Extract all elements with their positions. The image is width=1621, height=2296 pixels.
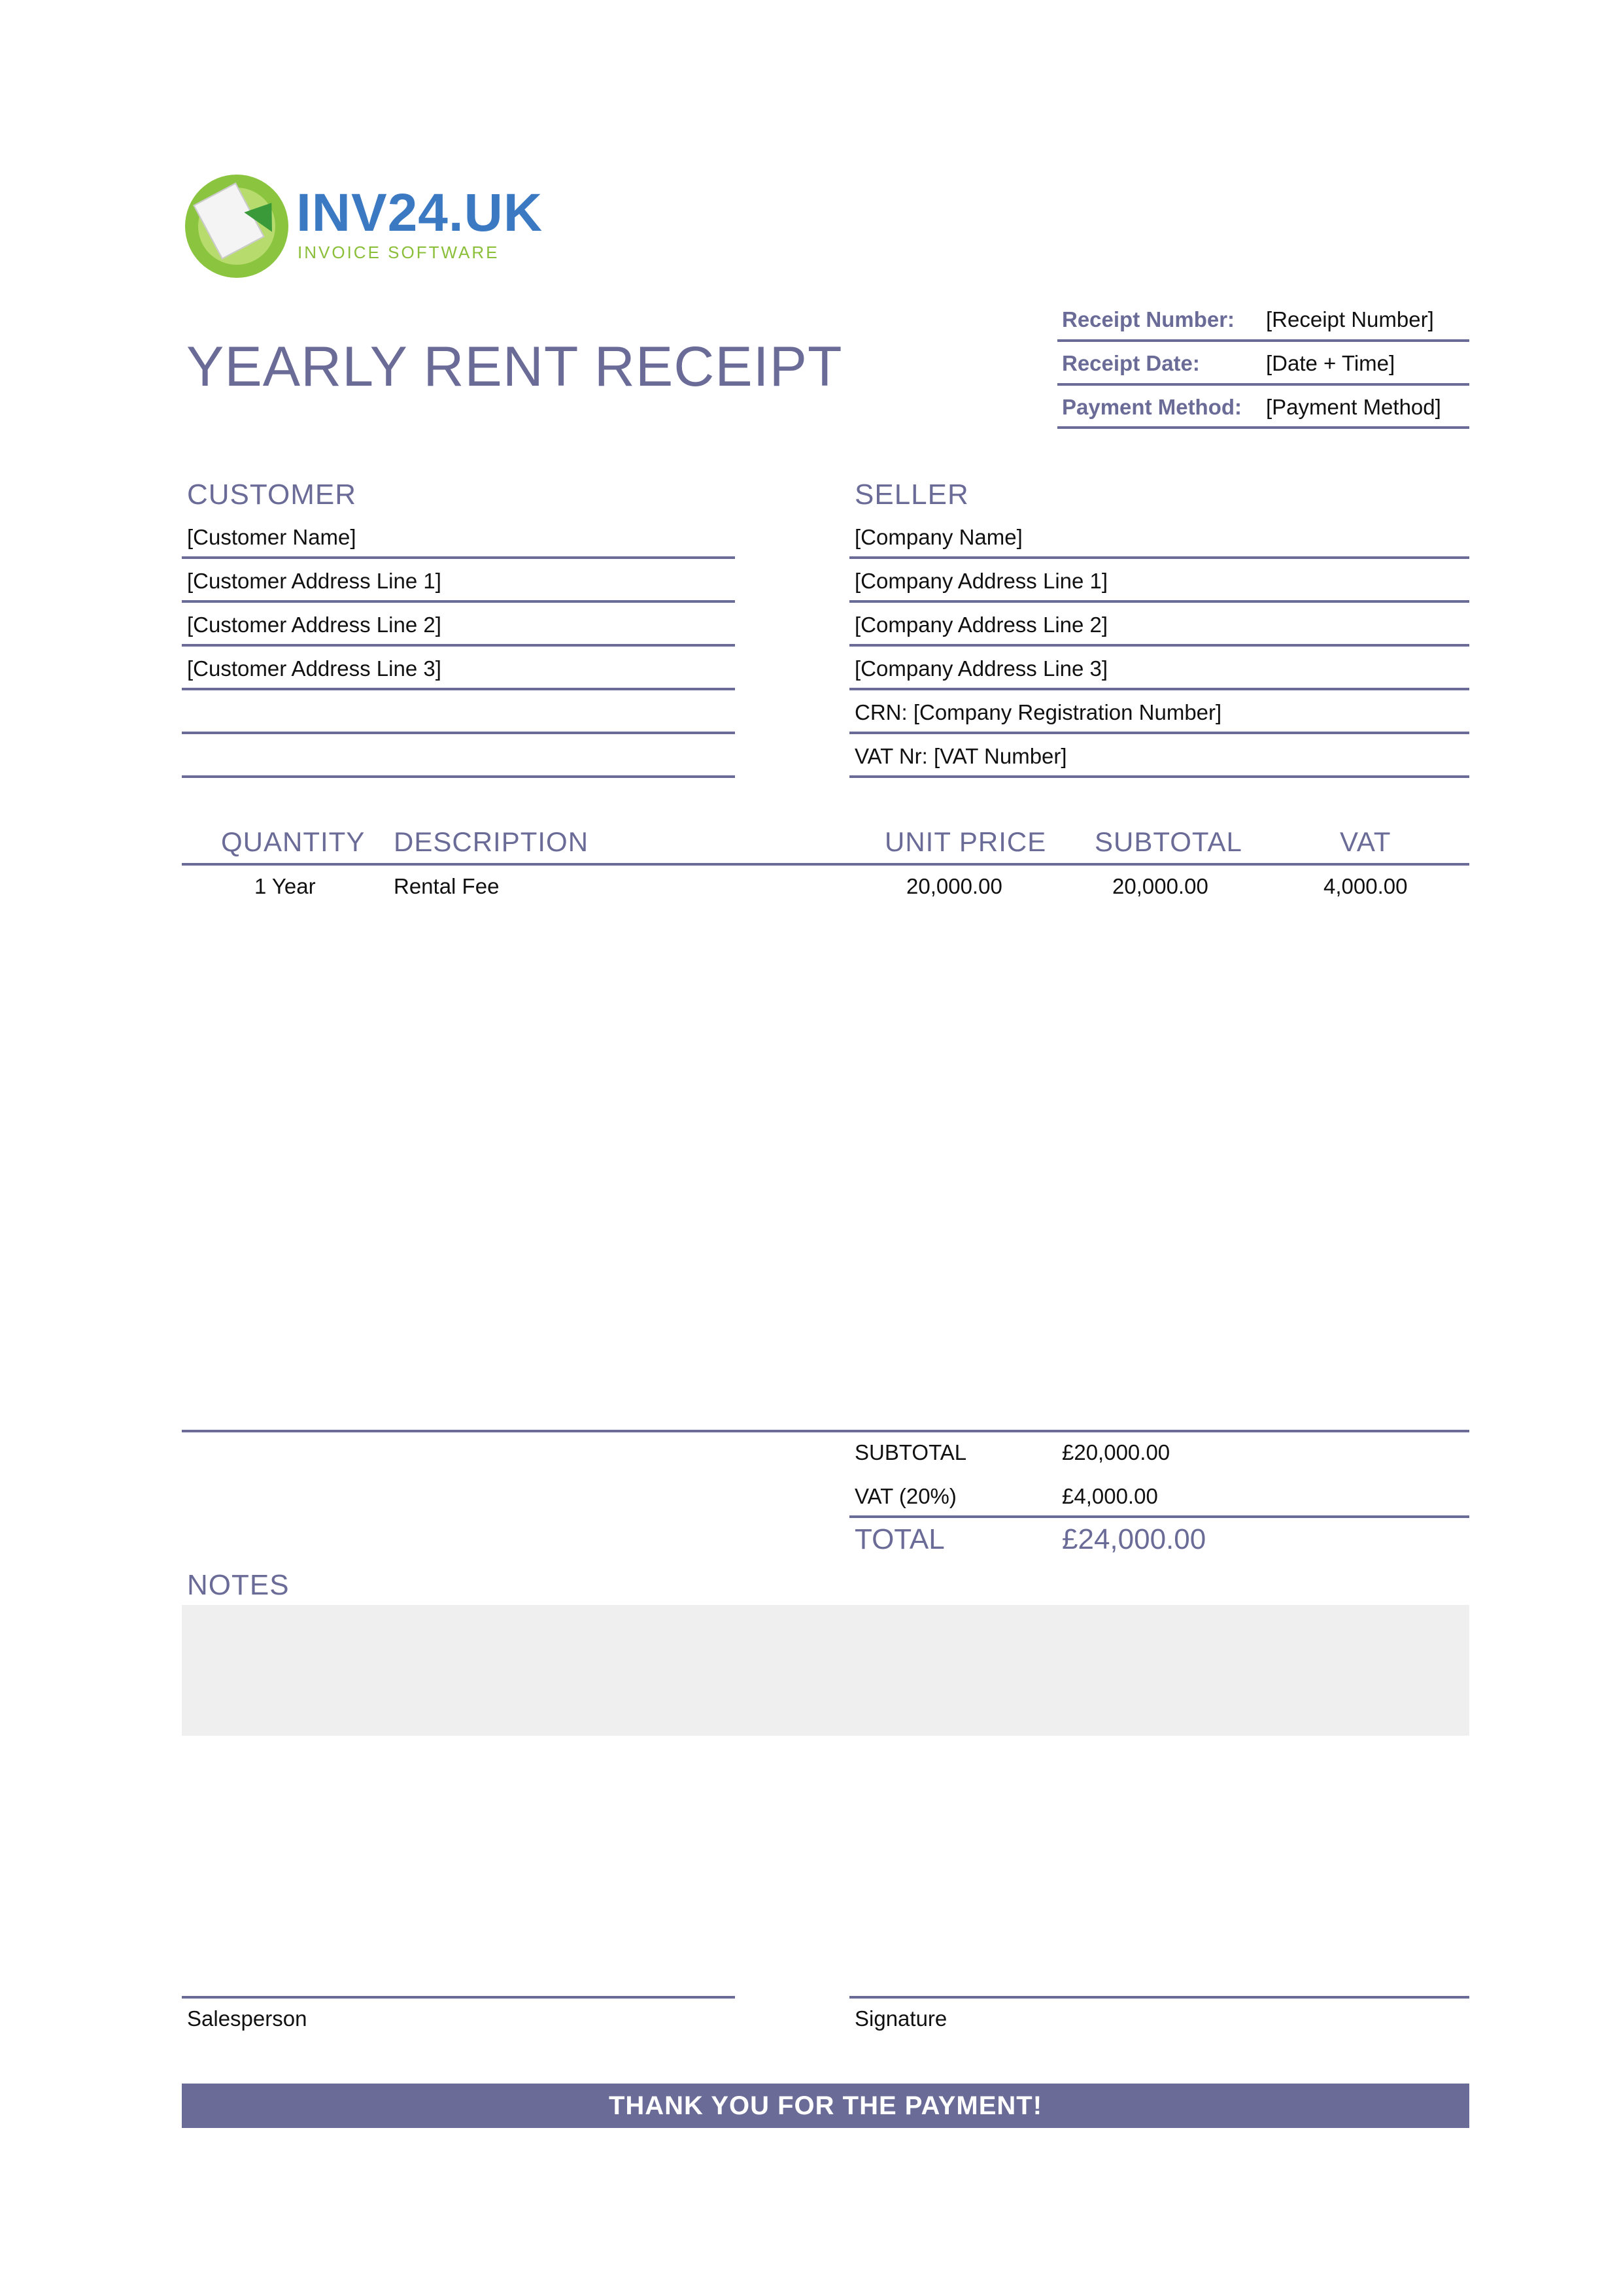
logo-subtitle: INVOICE SOFTWARE <box>298 243 500 262</box>
vat-value: £4,000.00 <box>1062 1484 1158 1508</box>
divider <box>182 732 735 734</box>
footer-banner <box>182 2084 1469 2128</box>
table-cell-quantity: 1 Year <box>254 874 316 898</box>
subtotal-value: £20,000.00 <box>1062 1440 1170 1464</box>
seller-heading: SELLER <box>855 479 969 511</box>
receipt-date-value: [Date + Time] <box>1266 351 1395 375</box>
logo-title: INV24.UK <box>296 183 543 243</box>
column-header-description: DESCRIPTION <box>394 826 589 857</box>
divider <box>182 863 1469 866</box>
notes-box <box>182 1605 1469 1736</box>
column-header-subtotal: SUBTOTAL <box>1095 826 1242 857</box>
signature-label: Signature <box>855 2006 947 2031</box>
customer-address-line-1: [Customer Address Line 1] <box>187 569 441 593</box>
subtotal-label: SUBTOTAL <box>855 1440 967 1464</box>
divider <box>849 644 1469 647</box>
column-header-quantity: QUANTITY <box>221 826 366 857</box>
company-address-line-1: [Company Address Line 1] <box>855 569 1108 593</box>
divider <box>1057 383 1469 386</box>
divider <box>182 556 735 559</box>
receipt-number-value: [Receipt Number] <box>1266 307 1434 331</box>
divider <box>849 556 1469 559</box>
footer-message: THANK YOU FOR THE PAYMENT! <box>608 2091 1043 2120</box>
divider <box>849 732 1469 734</box>
table-cell-subtotal: 20,000.00 <box>1112 874 1208 898</box>
company-name: [Company Name] <box>855 525 1023 549</box>
vat-number: VAT Nr: [VAT Number] <box>855 744 1067 768</box>
company-registration-number: CRN: [Company Registration Number] <box>855 700 1222 724</box>
divider <box>1057 339 1469 342</box>
notes-heading: NOTES <box>187 1569 290 1601</box>
table-cell-vat: 4,000.00 <box>1323 874 1408 898</box>
column-header-vat: VAT <box>1340 826 1391 857</box>
company-address-line-3: [Company Address Line 3] <box>855 656 1108 681</box>
divider <box>182 1430 1469 1432</box>
signature-line <box>849 1996 1469 1999</box>
customer-address-line-2: [Customer Address Line 2] <box>187 613 441 637</box>
receipt-date-label: Receipt Date: <box>1062 351 1200 375</box>
payment-method-value: [Payment Method] <box>1266 395 1441 419</box>
divider <box>849 775 1469 778</box>
total-label: TOTAL <box>855 1523 945 1555</box>
divider <box>182 688 735 690</box>
vat-label: VAT (20%) <box>855 1484 957 1508</box>
logo-emblem-icon <box>185 175 288 278</box>
divider <box>182 644 735 647</box>
customer-address-line-3: [Customer Address Line 3] <box>187 656 441 681</box>
salesperson-label: Salesperson <box>187 2006 307 2031</box>
table-cell-unit-price: 20,000.00 <box>906 874 1002 898</box>
logo <box>185 172 543 277</box>
receipt-number-label: Receipt Number: <box>1062 307 1235 331</box>
divider <box>182 600 735 603</box>
receipt-title: YEARLY RENT RECEIPT <box>186 335 843 398</box>
total-value: £24,000.00 <box>1062 1523 1206 1555</box>
customer-heading: CUSTOMER <box>187 479 356 511</box>
divider <box>849 688 1469 690</box>
column-header-unit-price: UNIT PRICE <box>885 826 1047 857</box>
divider <box>849 600 1469 603</box>
divider <box>849 1515 1469 1518</box>
payment-method-label: Payment Method: <box>1062 395 1242 419</box>
salesperson-signature-line <box>182 1996 735 1999</box>
divider <box>182 775 735 778</box>
divider <box>1057 426 1469 429</box>
customer-name: [Customer Name] <box>187 525 356 549</box>
table-cell-description: Rental Fee <box>394 874 500 898</box>
company-address-line-2: [Company Address Line 2] <box>855 613 1108 637</box>
